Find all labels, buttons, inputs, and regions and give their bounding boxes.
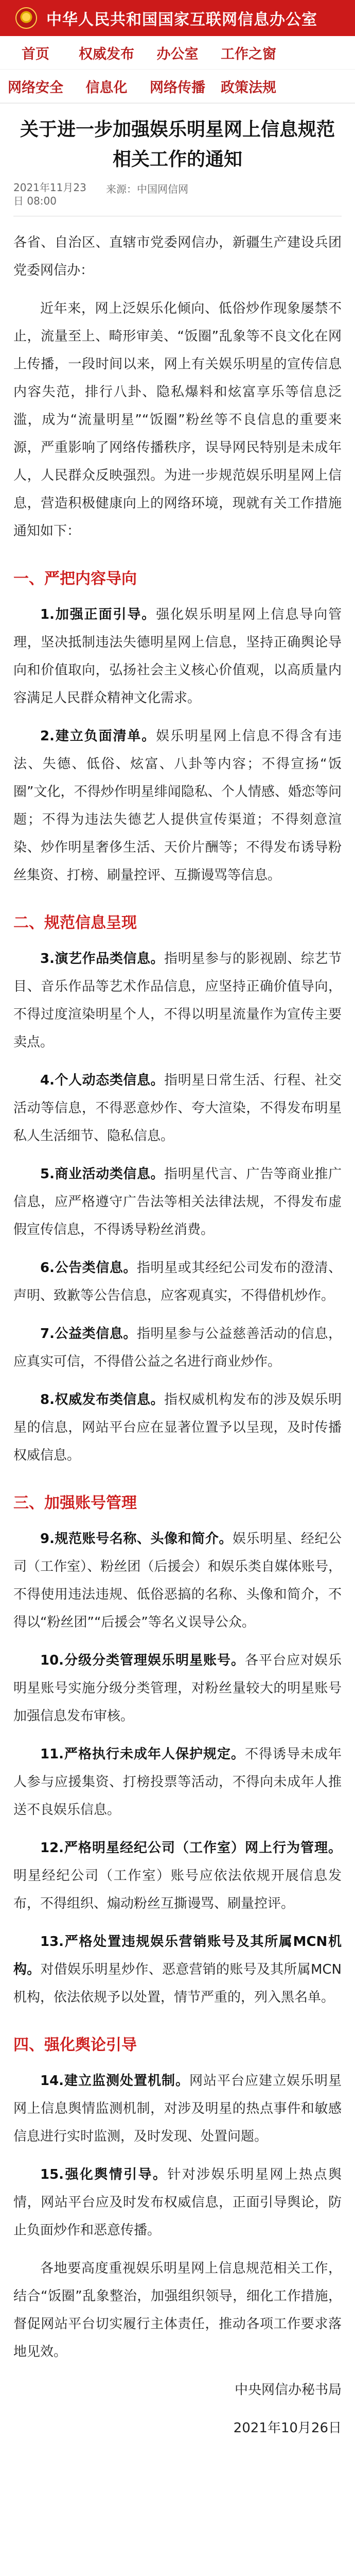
section-point: [13, 2161, 342, 2244]
point-body: 针对涉娱乐明星网上热点舆情，网站平台应及时发布权威信息，正面引导舆论，防止负面炒作和恶意传播。: [13, 2167, 342, 2238]
main-nav: [0, 36, 355, 104]
point-heading: 4.个人动态类信息。: [40, 1073, 165, 1088]
point-body: 网站平台应建立娱乐明星网上信息舆情监测机制，对涉及明星的热点事件和敏感信息进行实时监测，及时发现、处置问题。: [13, 2073, 342, 2144]
signature: 中央网信办秘书局: [234, 2382, 342, 2398]
point-body: 娱乐明星网上信息不得含有违法、失德、低俗、炫富、八卦等内容；不得宣扬“饭圈”文化，不得炒作明星绯闻隐私、个人情感、婚恋等问题；不得为违法失德艺人提供宣传渠道；不得刻意渲染、炒作明星奢侈生活、天价片酬等；不得发布诱导粉丝集资、打榜、刷量控评、互撕谩骂等信息。: [13, 728, 342, 883]
point-heading: 2.建立负面清单。: [40, 728, 156, 744]
intro-paragraph: 近年来，网上泛娱乐化倾向、低俗炒作现象屡禁不止，流量至上、畸形审美、“饭圈”乱象等不良文化在网上传播，一段时间以来，网上有关娱乐明星的宣传信息内容失范，排行八卦、隐私爆料和炫富享乐等信息泛滥，成为“流量明星”“饭圈”粉丝等不良信息的重要来源，严重影响了网络传播秩序，误导网民特别是未成年人，人民群众反映强烈。为进一步规范娱乐明星网上信息，营造积极健康向上的网络环境，现就有关工作措施通知如下：: [13, 301, 342, 539]
point-heading: 11.严格执行未成年人保护规定。: [40, 1747, 245, 1762]
section-point: [13, 1647, 342, 1730]
point-heading: 1.加强正面引导。: [40, 607, 156, 622]
section-point: [13, 601, 342, 712]
point-heading: 9.规范账号名称、头像和简介。: [40, 1531, 233, 1547]
point-heading: 12.严格明星经纪公司（工作室）网上行为管理。: [40, 1840, 342, 1856]
point-body: 指明星代言、广告等商业推广信息，应严格遵守广告法等相关法律法规，不得发布虚假宣传信息，不得诱导粉丝消费。: [13, 1166, 342, 1238]
point-heading: 14.建立监测处置机制。: [40, 2073, 190, 2089]
section-point: [13, 1928, 342, 2011]
point-body: 娱乐明星、经纪公司（工作室）、粉丝团（后援会）和娱乐类自媒体账号，不得使用违法违规、低俗恶搞的名称、头像和简介，不得以“粉丝团”“后援会”等名义误导公众。: [13, 1531, 342, 1630]
national-emblem-icon: [15, 7, 37, 29]
point-heading: 13.严格处置违规娱乐营销账号及其所属MCN机构。: [13, 1934, 342, 1977]
intro-block: [13, 229, 342, 545]
site-title[interactable]: 中华人民共和国国家互联网信息办公室: [46, 11, 317, 29]
point-heading: 7.公益类信息。: [40, 1326, 137, 1342]
article-title: 关于进一步加强娱乐明星网上信息规范相关工作的通知: [20, 119, 335, 170]
nav-item-blank-1: [284, 36, 355, 70]
point-body: 强化娱乐明星网上信息导向管理，坚决抵制违法失德明星网上信息，坚持正确舆论导向和价值取向，弘扬社会主义核心价值观，以高质量内容满足人民群众精神文化需求。: [13, 607, 342, 706]
point-body: 不得诱导未成年人参与应援集资、打榜投票等活动，不得向未成年人推送不良娱乐信息。: [13, 1747, 342, 1818]
section-title: 二、规范信息呈现: [13, 914, 137, 932]
point-body: 指明星参与的影视剧、综艺节目、音乐作品等艺术作品信息，应坚持正确价值导向，不得过度渲染明星个人，不得以明星流量作为宣传主要卖点。: [13, 951, 342, 1050]
point-heading: 6.公告类信息。: [40, 1260, 137, 1276]
nav-item-informatization[interactable]: 信息化: [71, 70, 142, 103]
nav-item-communication[interactable]: 网络传播: [142, 70, 213, 103]
point-body: 对借娱乐明星炒作、恶意营销的账号及其所属MCN机构，依法依规予以处置，情节严重的，列入黑名单。: [13, 1962, 342, 2005]
section-point: [13, 1066, 342, 1150]
point-body: 指权威机构发布的涉及娱乐明星的信息，网站平台应在显著位置予以呈现，及时传播权威信息。: [13, 1392, 342, 1463]
section-point: [13, 2067, 342, 2150]
section-point: [13, 1525, 342, 1636]
section-title: 三、加强账号管理: [13, 1494, 137, 1512]
section-point: [13, 1254, 342, 1310]
point-body: 各平台应对娱乐明星账号实施分级分类管理，对粉丝量较大的明星账号加强信息发布审核。: [13, 1653, 342, 1724]
nav-item-policy[interactable]: 政策法规: [213, 70, 284, 103]
section-point: [13, 1386, 342, 1469]
point-heading: 3.演艺作品类信息。: [40, 951, 165, 967]
article-content: [0, 115, 355, 2442]
point-heading: 15.强化舆情引导。: [40, 2167, 168, 2182]
nav-item-security[interactable]: 网络安全: [0, 70, 71, 103]
point-body: 指明星日常生活、行程、社交活动等信息，不得恶意炒作、夸大渲染，不得发布明星私人生活细节、隐私信息。: [13, 1073, 342, 1144]
sections-container: [13, 566, 342, 2244]
intro-salutation: 各省、自治区、直辖市党委网信办，新疆生产建设兵团党委网信办：: [13, 235, 342, 278]
section-title: 四、强化舆论引导: [13, 2036, 137, 2054]
section-point: [13, 1160, 342, 1244]
sign-date: 2021年10月26日: [233, 2420, 342, 2436]
article-date: 2021年11月23日 08:00: [13, 181, 86, 207]
point-body: 指明星参与公益慈善活动的信息，应真实可信，不得借公益之名进行商业炒作。: [13, 1326, 342, 1369]
section-point: [13, 945, 342, 1056]
point-body: 指明星或其经纪公司发布的澄清、声明、致歉等公告信息，应客观真实，不得借机炒作。: [13, 1260, 342, 1303]
point-heading: 8.权威发布类信息。: [40, 1392, 165, 1408]
section-point: [13, 1320, 342, 1376]
closing-paragraph: 各地要高度重视娱乐明星网上信息规范相关工作，结合“饭圈”乱象整治，加强组织领导，细化工作措施，督促网站平台切实履行主体责任，推动各项工作要求落地见效。: [13, 2261, 342, 2360]
nav-item-authoritative[interactable]: 权威发布: [71, 36, 142, 70]
nav-item-blank-2: [284, 70, 355, 103]
section-title: 一、严把内容导向: [13, 570, 137, 588]
site-header: [0, 0, 355, 36]
nav-item-office[interactable]: 办公室: [142, 36, 213, 70]
article-source: 来源：中国网信网: [106, 183, 188, 195]
section-point: [13, 1740, 342, 1824]
section-point: [13, 722, 342, 889]
nav-item-home[interactable]: 首页: [0, 36, 71, 70]
point-heading: 10.分级分类管理娱乐明星账号。: [40, 1653, 245, 1668]
nav-item-work[interactable]: 工作之窗: [213, 36, 284, 70]
point-body: 明星经纪公司（工作室）账号应依法依规开展信息发布，不得组织、煽动粉丝互撕谩骂、刷量控评。: [13, 1868, 342, 1911]
section-point: [13, 1834, 342, 1918]
point-heading: 5.商业活动类信息。: [40, 1166, 165, 1182]
article-meta: [13, 181, 342, 216]
